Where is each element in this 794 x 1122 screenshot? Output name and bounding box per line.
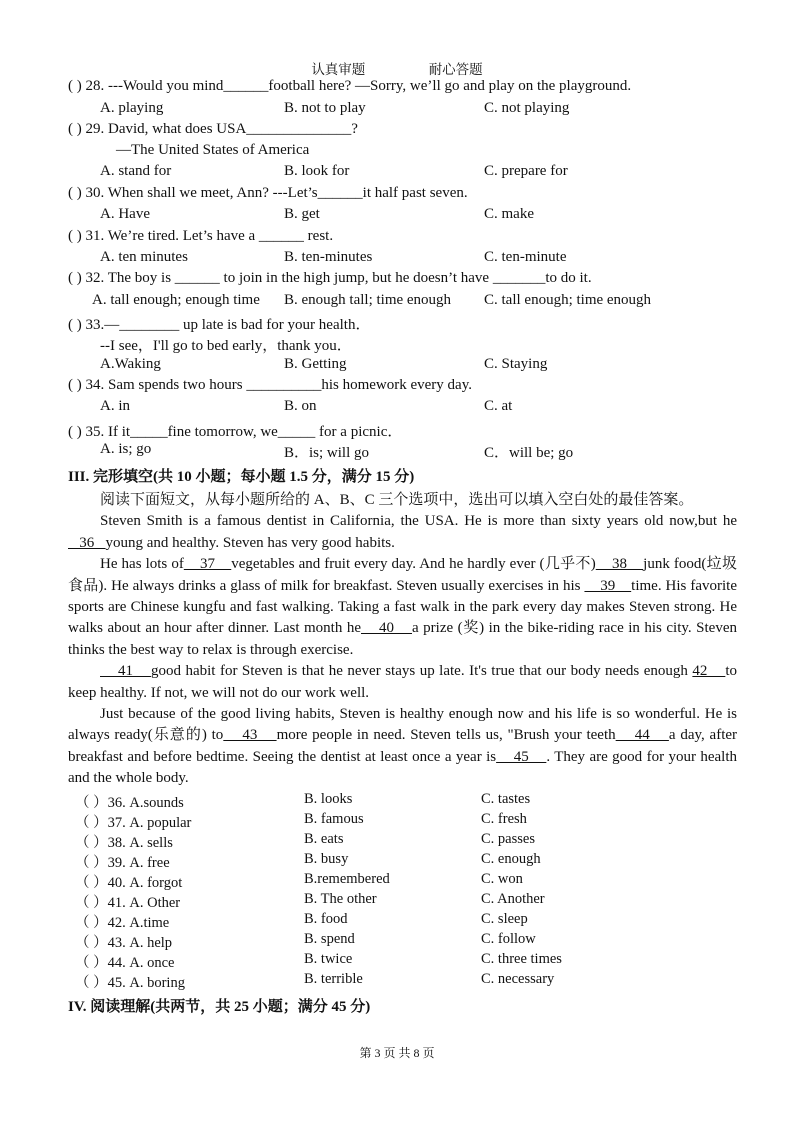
blank-42: 42 bbox=[692, 663, 726, 680]
page-footer: 第 3 页 共 8 页 bbox=[359, 1046, 435, 1060]
question-31-stem: ( ) 31. We’re tired. Let’s have a ______ rest. bbox=[68, 228, 334, 244]
passage-paragraph-3: 41 good habit for Steven is that he never stays up late. It's true that our body needs enough 42 to keep healthy. If not, we will not do our work well. bbox=[68, 663, 738, 701]
passage-paragraph-2: He has lots of 37 vegetables and fruit every day. And he hardly ever (几乎不) 38 junk food(垃圾食品). He always drinks a glass of milk for breakfast. Steven usually exercises in his 39 time. His favorite sports are Chinese kungfu and fast walking. Taking a fast walk in the park every day makes Steven strong. He walks about an hour after dinner. Last month he 40 a prize (奖) in the bike-riding race in his city. Steven thinks the best way to relax is through exercise. bbox=[68, 556, 737, 658]
question-34-option-b: B. on bbox=[284, 398, 317, 414]
section-3-title: III. 完形填空(共 10 小题；每小题 1.5 分，满分 15 分) bbox=[68, 469, 415, 485]
question-31-option-c: C. ten-minute bbox=[484, 249, 567, 265]
question-28-stem: ( ) 28. ---Would you mind______football here? —Sorry, we’ll go and play on the playground. bbox=[68, 78, 632, 94]
blank-43: 43 bbox=[223, 727, 277, 744]
blank-38: 38 bbox=[595, 556, 644, 573]
passage-paragraph-4: Just because of the good living habits, Steven is healthy enough now and his life is so wonderful. He is always ready(乐意的) to 43 more people in need. Steven tells us, "Brush your teeth 44 a day, after breakfast and before bedtime. Seeing the dentist at least once a year is 45 . They are good for your health and the whole body. bbox=[68, 706, 738, 787]
question-35-option-a: A. is; go bbox=[100, 441, 152, 457]
question-30-option-a: A. Have bbox=[100, 206, 150, 222]
question-34-stem: ( ) 34. Sam spends two hours __________his homework every day. bbox=[68, 377, 472, 393]
blank-45: 45 bbox=[496, 748, 547, 765]
question-35-option-b: B．is; will go bbox=[284, 445, 370, 461]
question-32-option-b: B. enough tall; time enough bbox=[284, 292, 452, 308]
question-34-option-c: C. at bbox=[484, 398, 513, 414]
blank-40: 40 bbox=[361, 620, 412, 637]
blank-39: 39 bbox=[584, 577, 632, 594]
blank-44: 44 bbox=[615, 727, 669, 744]
question-33-response: --I see，I'll go to bed early，thank you． bbox=[100, 338, 352, 354]
section-3-instruction: 阅读下面短文，从每小题所给的 A、B、C 三个选项中，选出可以填入空白处的最佳答案。 bbox=[100, 492, 694, 508]
page-header bbox=[0, 58, 794, 78]
question-29-option-a: A. stand for bbox=[100, 163, 172, 179]
blank-36: 36 bbox=[68, 534, 106, 551]
header-left: 认真审题 bbox=[311, 62, 366, 77]
question-28-option-a: A. playing bbox=[100, 100, 164, 116]
question-31-option-b: B. ten-minutes bbox=[284, 249, 373, 265]
blank-37: 37 bbox=[183, 556, 232, 573]
question-32-option-c: C. tall enough; time enough bbox=[484, 292, 652, 308]
question-33-option-c: C. Staying bbox=[484, 356, 548, 372]
header-right: 耐心答题 bbox=[428, 62, 483, 77]
passage-paragraph-1: Steven Smith is a famous dentist in California, the USA. He is more than sixty years old now,but he 36 young and healthy. Steven has very good habits. bbox=[68, 513, 737, 551]
question-33-option-a: A.Waking bbox=[100, 356, 161, 372]
question-29-answer-line: —The United States of America bbox=[116, 142, 310, 158]
question-32-option-a: A. tall enough; enough time bbox=[92, 292, 260, 308]
question-30-option-c: C. make bbox=[484, 206, 534, 222]
question-30-option-b: B. get bbox=[284, 206, 320, 222]
question-29-option-c: C. prepare for bbox=[484, 163, 568, 179]
question-32-stem: ( ) 32. The boy is ______ to join in the high jump, but he doesn’t have _______to do it. bbox=[68, 270, 592, 286]
blank-41: 41 bbox=[100, 663, 151, 680]
question-30-stem: ( ) 30. When shall we meet, Ann? ---Let’s______it half past seven. bbox=[68, 185, 468, 201]
question-34-option-a: A. in bbox=[100, 398, 130, 414]
question-31-option-a: A. ten minutes bbox=[100, 249, 188, 265]
question-35-option-c: C．will be; go bbox=[484, 445, 574, 461]
section-4-title: IV. 阅读理解(共两节，共 25 小题；满分 45 分) bbox=[68, 999, 371, 1015]
question-35-stem: ( ) 35. If it_____fine tomorrow, we_____ for a picnic． bbox=[68, 424, 403, 440]
question-29-stem: ( ) 29. David, what does USA______________? bbox=[68, 121, 358, 137]
question-33-stem: ( ) 33.—________ up late is bad for your health． bbox=[68, 317, 371, 333]
question-33-option-b: B. Getting bbox=[284, 356, 347, 372]
question-28-option-c: C. not playing bbox=[484, 100, 570, 116]
question-28-option-b: B. not to play bbox=[284, 100, 366, 116]
cloze-passage bbox=[68, 490, 737, 790]
question-29-option-b: B. look for bbox=[284, 163, 350, 179]
